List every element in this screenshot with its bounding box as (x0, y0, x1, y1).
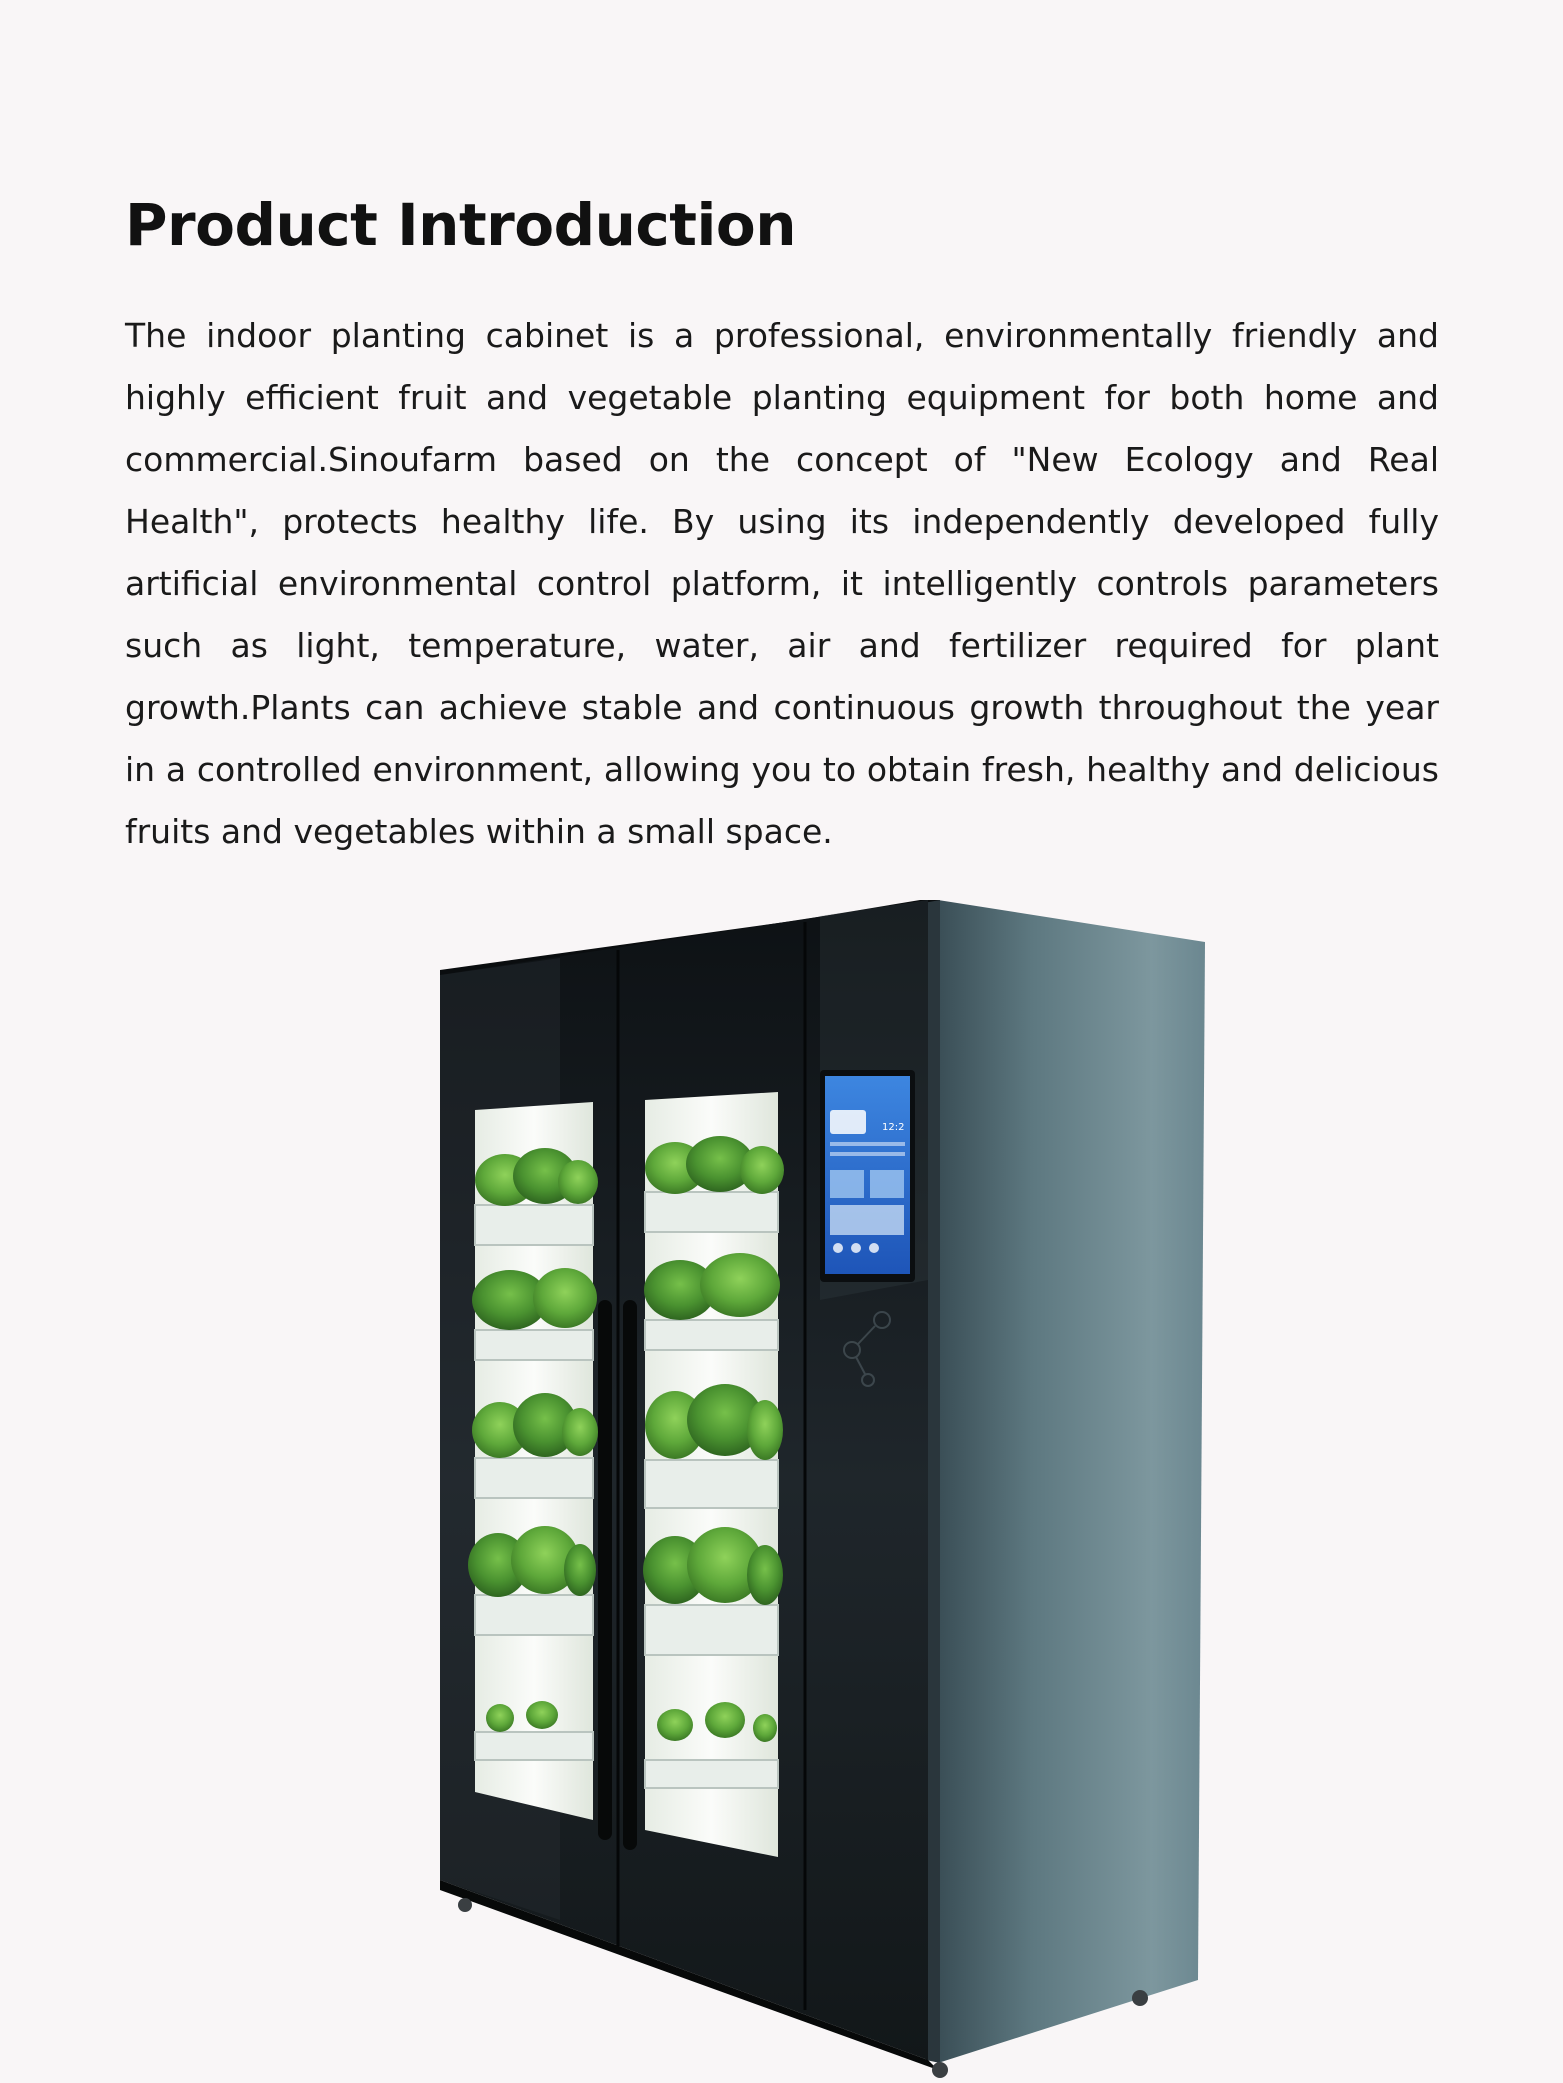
planting-cabinet-photo (420, 880, 1220, 2083)
screen-time: 12:2 (882, 1122, 905, 1133)
left-door-handle (598, 1300, 612, 1840)
product-description: The indoor planting cabinet is a professional, environmentally friendly and highly efficient fruit and vegetable planting equipment for both home and commercial.Sinoufarm based on the concept of "New Ecology and Real Health", protects healthy life. By using its independently developed fully artificial environmental control platform, it intelligently controls parameters such as light, temperature, water, air and fertilizer required for plant growth.Plants can achieve stable and continuous growth throughout the year in a controlled environment, allowing you to obtain fresh, healthy and delicious fruits and vegetables within a small space. (125, 316, 1439, 851)
cabinet-side-panel (938, 900, 1205, 2063)
page-title: Product Introduction (125, 191, 797, 259)
right-door-handle (623, 1300, 637, 1850)
